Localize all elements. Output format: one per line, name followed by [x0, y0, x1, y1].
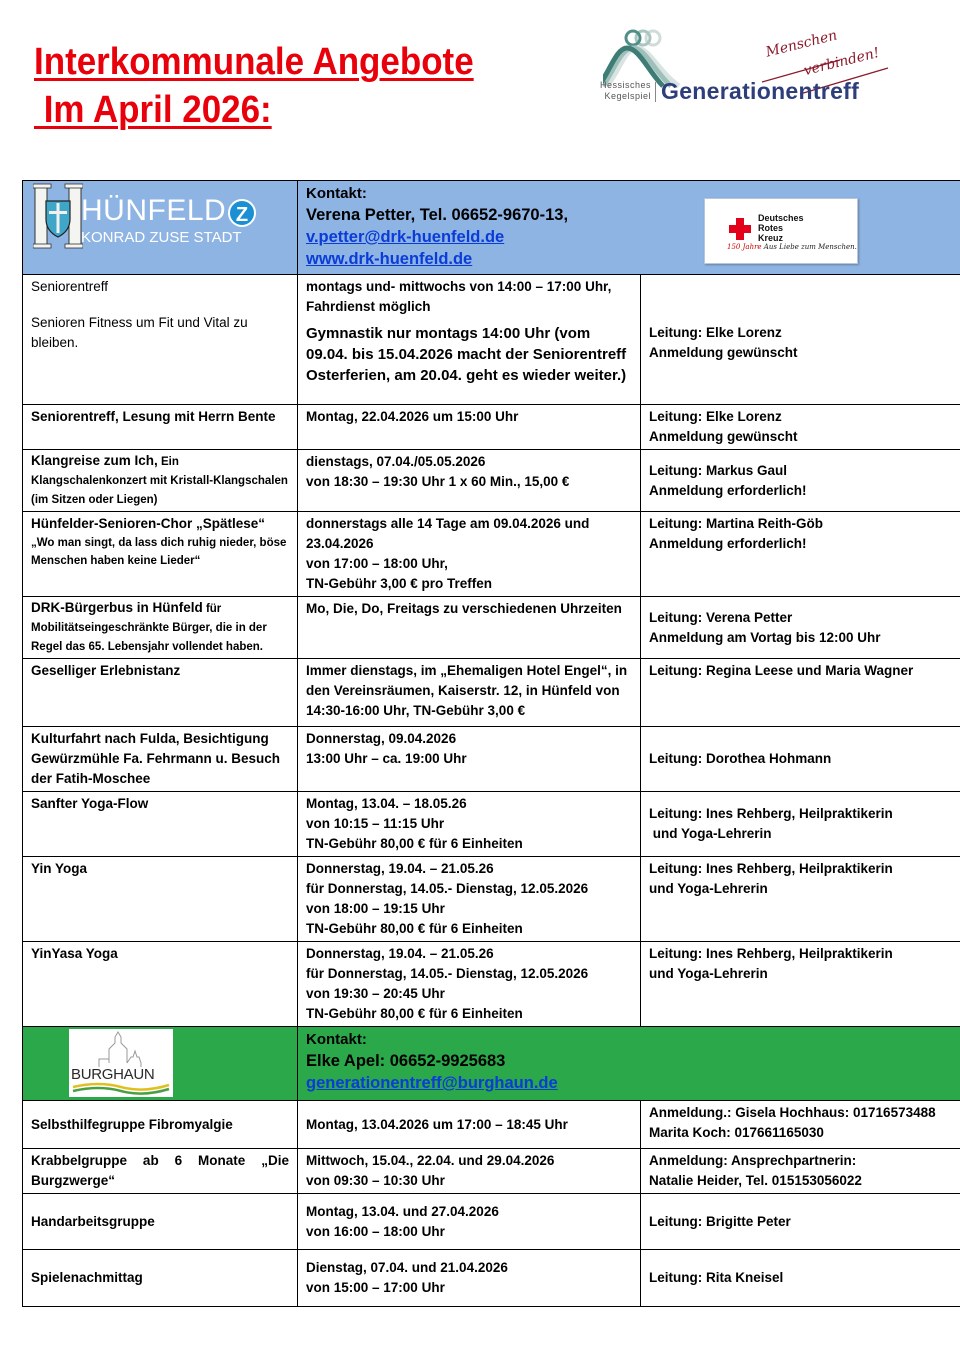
offer-contact-cell: [641, 1149, 960, 1194]
offer-subtitle: für Mobilitätseingeschränkte Bürger, die in der Regel das 65. Lebensjahr vollendet haben.: [31, 603, 267, 653]
offer-schedule: Montag, 13.04. – 18.05.26: [306, 796, 467, 811]
table-row: [23, 275, 960, 405]
generationentreff-logo: [585, 28, 895, 113]
title-line-1: Interkommunale Angebote: [34, 41, 474, 83]
table-row: [23, 942, 960, 1027]
offer-title: Sanfter Yoga-Flow: [23, 792, 298, 857]
table-row: [23, 792, 960, 857]
offer-title: Kulturfahrt nach Fulda, Besichtigung Gewürzmühle Fa. Fehrmann u. Besuch der Fatih-Moschee: [23, 727, 298, 792]
offer-schedule-2: von 17:00 – 18:00 Uhr,: [306, 556, 448, 571]
table-row: [23, 450, 960, 512]
offer-schedule-cell: [298, 512, 641, 597]
huenfeld-contact-cell: [298, 181, 960, 275]
offer-schedule-cell: [298, 792, 641, 857]
logo-separator: [655, 82, 656, 102]
offer-title: DRK-Bürgerbus in Hünfeld: [31, 600, 203, 615]
offer-title-cell: [23, 512, 298, 597]
logo-name: Generationentreff: [661, 78, 860, 104]
burghaun-logo: [69, 1029, 173, 1097]
offer-contact-cell: [641, 450, 960, 512]
offer-title: Selbsthilfegruppe Fibromyalgie: [23, 1101, 298, 1149]
offer-contact: Leitung: Regina Leese und Maria Wagner: [641, 659, 960, 727]
table-row: [23, 659, 960, 727]
offer-title-cell: [23, 597, 298, 659]
offer-schedule-cell: [298, 942, 641, 1027]
offer-contact: Leitung: Elke Lorenz: [649, 409, 782, 424]
offer-title-2: Senioren Fitness um Fit und Vital zu bleiben.: [31, 315, 248, 350]
table-row: [23, 1194, 960, 1250]
offer-subtitle: „Wo man singt, da lass dich ruhig nieder, böse Menschen haben keine Lieder“: [31, 537, 287, 567]
offer-contact: Leitung: Martina Reith-Göb: [649, 516, 823, 531]
offer-title: Hünfelder-Senioren-Chor „Spätlese“: [31, 516, 266, 531]
offer-schedule-2: von 16:00 – 18:00 Uhr: [306, 1223, 445, 1239]
table-row: [23, 1101, 960, 1149]
offer-title: Geselliger Erlebnistanz: [23, 659, 298, 727]
offer-schedule-cell: [298, 1250, 641, 1307]
offers-table: [22, 180, 960, 1307]
offer-contact-cell: [641, 792, 960, 857]
contact-email-link[interactable]: v.petter@drk-huenfeld.de: [306, 228, 505, 246]
offer-contact: Leitung: Dorothea Hohmann: [641, 727, 960, 792]
offer-schedule: Mittwoch, 15.04., 22.04. und 29.04.2026: [306, 1153, 555, 1168]
offer-contact: Leitung: Elke Lorenz: [649, 325, 782, 340]
offer-schedule-4: TN-Gebühr 80,00 € für 6 Einheiten: [306, 1006, 523, 1021]
drk-name-line-3: Kreuz: [758, 233, 784, 243]
offer-contact: Anmeldung: Ansprechpartnerin:: [649, 1153, 857, 1168]
offer-title-cell: [23, 450, 298, 512]
offer-schedule-2: von 15:00 – 17:00 Uhr: [306, 1280, 445, 1295]
offer-schedule-cell: [298, 727, 641, 792]
contact-website-link[interactable]: www.drk-huenfeld.de: [306, 250, 473, 268]
offer-schedule-2: für Donnerstag, 14.05.- Dienstag, 12.05.2026: [306, 966, 589, 981]
offer-schedule: Mo, Die, Do, Freitags zu verschiedenen Uhrzeiten: [298, 597, 641, 659]
offer-schedule: Montag, 13.04.2026 um 17:00 – 18:45 Uhr: [298, 1101, 641, 1149]
offer-title: Klangreise zum Ich,: [31, 453, 158, 468]
offer-contact-2: Anmeldung erforderlich!: [649, 536, 807, 551]
table-row: [23, 597, 960, 659]
contact-person: Verena Petter, Tel. 06652-9670-13,: [306, 206, 569, 224]
logo-small-line-2: Kegelspiel: [604, 91, 651, 101]
offer-schedule-cell: [298, 1194, 641, 1250]
offer-schedule-2: von 09:30 – 10:30 Uhr: [306, 1173, 445, 1188]
table-row: [23, 1250, 960, 1307]
contact-label: Kontakt:: [306, 1031, 367, 1048]
offer-schedule-3: TN-Gebühr 3,00 € pro Treffen: [306, 576, 493, 591]
offer-title: Spielenachmittag: [23, 1250, 298, 1307]
offer-schedule: Donnerstag, 19.04. – 21.05.26: [306, 946, 494, 961]
offer-schedule: Montag, 13.04. und 27.04.2026: [306, 1203, 499, 1219]
offer-schedule-3: von 18:00 – 19:15 Uhr: [306, 901, 445, 916]
offer-contact-2: Anmeldung erforderlich!: [649, 482, 807, 498]
burghaun-contact-cell: [298, 1027, 960, 1101]
offer-contact: Leitung: Ines Rehberg, Heilpraktikerin: [649, 946, 893, 961]
table-row: [23, 727, 960, 792]
title-line-2: Im April 2026:: [34, 89, 272, 131]
offer-contact-2: und Yoga-Lehrerin: [649, 881, 768, 896]
castle-icon: [69, 1029, 173, 1097]
offer-schedule: Donnerstag, 09.04.2026: [306, 731, 457, 746]
offer-schedule: donnerstags alle 14 Tage am 09.04.2026 und 23.04.2026: [306, 516, 590, 551]
drk-tagline-text: Aus Liebe zum Menschen.: [763, 243, 857, 251]
offer-title: Seniorentreff, Lesung mit Herrn Bente: [23, 405, 298, 450]
offer-schedule: Dienstag, 07.04. und 21.04.2026: [306, 1260, 508, 1275]
offer-schedule: Montag, 22.04.2026 um 15:00 Uhr: [298, 405, 641, 450]
logo-slogan-line-2: verbinden!: [802, 44, 882, 80]
page-title: [34, 38, 474, 134]
drk-name-line-1: Deutsches: [758, 213, 804, 223]
drk-name: [758, 213, 804, 243]
offer-title: Krabbelgruppe ab 6 Monate „Die Burgzwerge“: [23, 1149, 298, 1194]
drk-tagline-prefix: 150 Jahre: [727, 243, 762, 251]
offer-schedule: montags und- mittwochs von 14:00 – 17:00 Uhr, Fahrdienst möglich: [306, 279, 612, 314]
logo-small-text: [585, 80, 651, 102]
offer-contact: Leitung: Markus Gaul: [649, 462, 788, 478]
burghaun-logo-name: BURGHAUN: [71, 1066, 155, 1083]
offer-schedule-cell: [298, 857, 641, 942]
offer-title-cell: [23, 275, 298, 405]
offer-title: Handarbeitsgruppe: [23, 1194, 298, 1250]
offer-subtitle: Ein Klangschalenkonzert mit Kristall-Klangschalen (im Sitzen oder Liegen): [31, 456, 288, 506]
drk-tagline: [727, 243, 857, 251]
offer-schedule-2: 13:00 Uhr – ca. 19:00 Uhr: [306, 751, 467, 766]
offer-schedule: Donnerstag, 19.04. – 21.05.26: [306, 861, 494, 876]
offer-contact-cell: [641, 512, 960, 597]
offer-schedule-3: TN-Gebühr 80,00 € für 6 Einheiten: [306, 836, 523, 851]
offer-contact: Leitung: Rita Kneisel: [641, 1250, 960, 1307]
offer-contact-cell: [641, 857, 960, 942]
logo-small-line-1: Hessisches: [599, 80, 651, 90]
contact-email-link[interactable]: generationentreff@burghaun.de: [306, 1074, 558, 1092]
offer-schedule-2: von 18:30 – 19:30 Uhr 1 x 60 Min., 15,00 €: [306, 474, 570, 489]
offer-contact-2: und Yoga-Lehrerin: [649, 826, 772, 841]
offer-schedule-4: TN-Gebühr 80,00 € für 6 Einheiten: [306, 921, 523, 936]
offer-contact-2: Natalie Heider, Tel. 015153056022: [649, 1173, 862, 1188]
offer-title: YinYasa Yoga: [23, 942, 298, 1027]
offer-title: Seniorentreff: [31, 279, 109, 294]
offer-title: Yin Yoga: [23, 857, 298, 942]
offer-contact-2: Anmeldung gewünscht: [649, 429, 798, 444]
offer-schedule-2: Gymnastik nur montags 14:00 Uhr (vom 09.04. bis 15.04.2026 macht der Seniorentreff Osterferien, am 20.04. geht es wieder weiter.): [306, 325, 627, 384]
offer-schedule-2: für Donnerstag, 14.05.- Dienstag, 12.05.2026: [306, 881, 589, 896]
offer-contact-2: Anmeldung gewünscht: [649, 345, 798, 360]
huenfeld-logo-subtitle: KONRAD ZUSE STADT: [81, 229, 242, 246]
offer-contact-cell: [641, 597, 960, 659]
drk-logo: [704, 198, 858, 264]
offer-contact: Leitung: Brigitte Peter: [641, 1194, 960, 1250]
huenfeld-logo: [23, 181, 297, 269]
zuse-badge-icon: Z: [228, 199, 256, 227]
table-row: [23, 857, 960, 942]
table-row: [23, 512, 960, 597]
offer-schedule-3: von 19:30 – 20:45 Uhr: [306, 986, 445, 1001]
offer-schedule-cell: [298, 275, 641, 405]
offer-contact: Leitung: Ines Rehberg, Heilpraktikerin: [649, 806, 893, 821]
burghaun-logo-cell: [23, 1027, 298, 1101]
burghaun-header-row: [23, 1027, 960, 1101]
offer-schedule-cell: [298, 1149, 641, 1194]
offer-contact: Leitung: Ines Rehberg, Heilpraktikerin: [649, 861, 893, 876]
red-cross-icon: [729, 218, 751, 240]
offer-schedule: dienstags, 07.04./05.05.2026: [306, 454, 486, 469]
huenfeld-coat-of-arms-icon: [33, 183, 83, 249]
drk-name-line-2: Rotes: [758, 223, 784, 233]
huenfeld-logo-name: HÜNFELD: [81, 194, 227, 227]
contact-person: Elke Apel: 06652-9925683: [306, 1052, 506, 1070]
table-row: [23, 1149, 960, 1194]
huenfeld-logo-cell: [23, 181, 298, 275]
offer-schedule-2: von 10:15 – 11:15 Uhr: [306, 816, 445, 831]
contact-label: Kontakt:: [306, 185, 367, 202]
offer-contact-cell: [641, 405, 960, 450]
offer-contact-cell: [641, 1101, 960, 1149]
offer-contact-cell: [641, 942, 960, 1027]
offer-schedule-cell: [298, 450, 641, 512]
offer-contact-2: und Yoga-Lehrerin: [649, 966, 768, 981]
offer-contact-2: Marita Koch: 017661165030: [649, 1125, 824, 1140]
offer-contact-cell: [641, 275, 960, 405]
offer-contact: Anmeldung.: Gisela Hochhaus: 01716573488: [649, 1105, 936, 1120]
offer-contact: Leitung: Verena Petter: [649, 609, 793, 625]
offer-schedule: Immer dienstags, im „Ehemaligen Hotel Engel“, in den Vereinsräumen, Kaiserstr. 12, in Hünfeld von 14:30-16:00 Uhr, TN-Gebühr 3,00 €: [298, 659, 641, 727]
table-row: [23, 405, 960, 450]
logo-slogan-line-1: Menschen: [764, 27, 839, 61]
offer-contact-2: Anmeldung am Vortag bis 12:00 Uhr: [649, 629, 881, 645]
